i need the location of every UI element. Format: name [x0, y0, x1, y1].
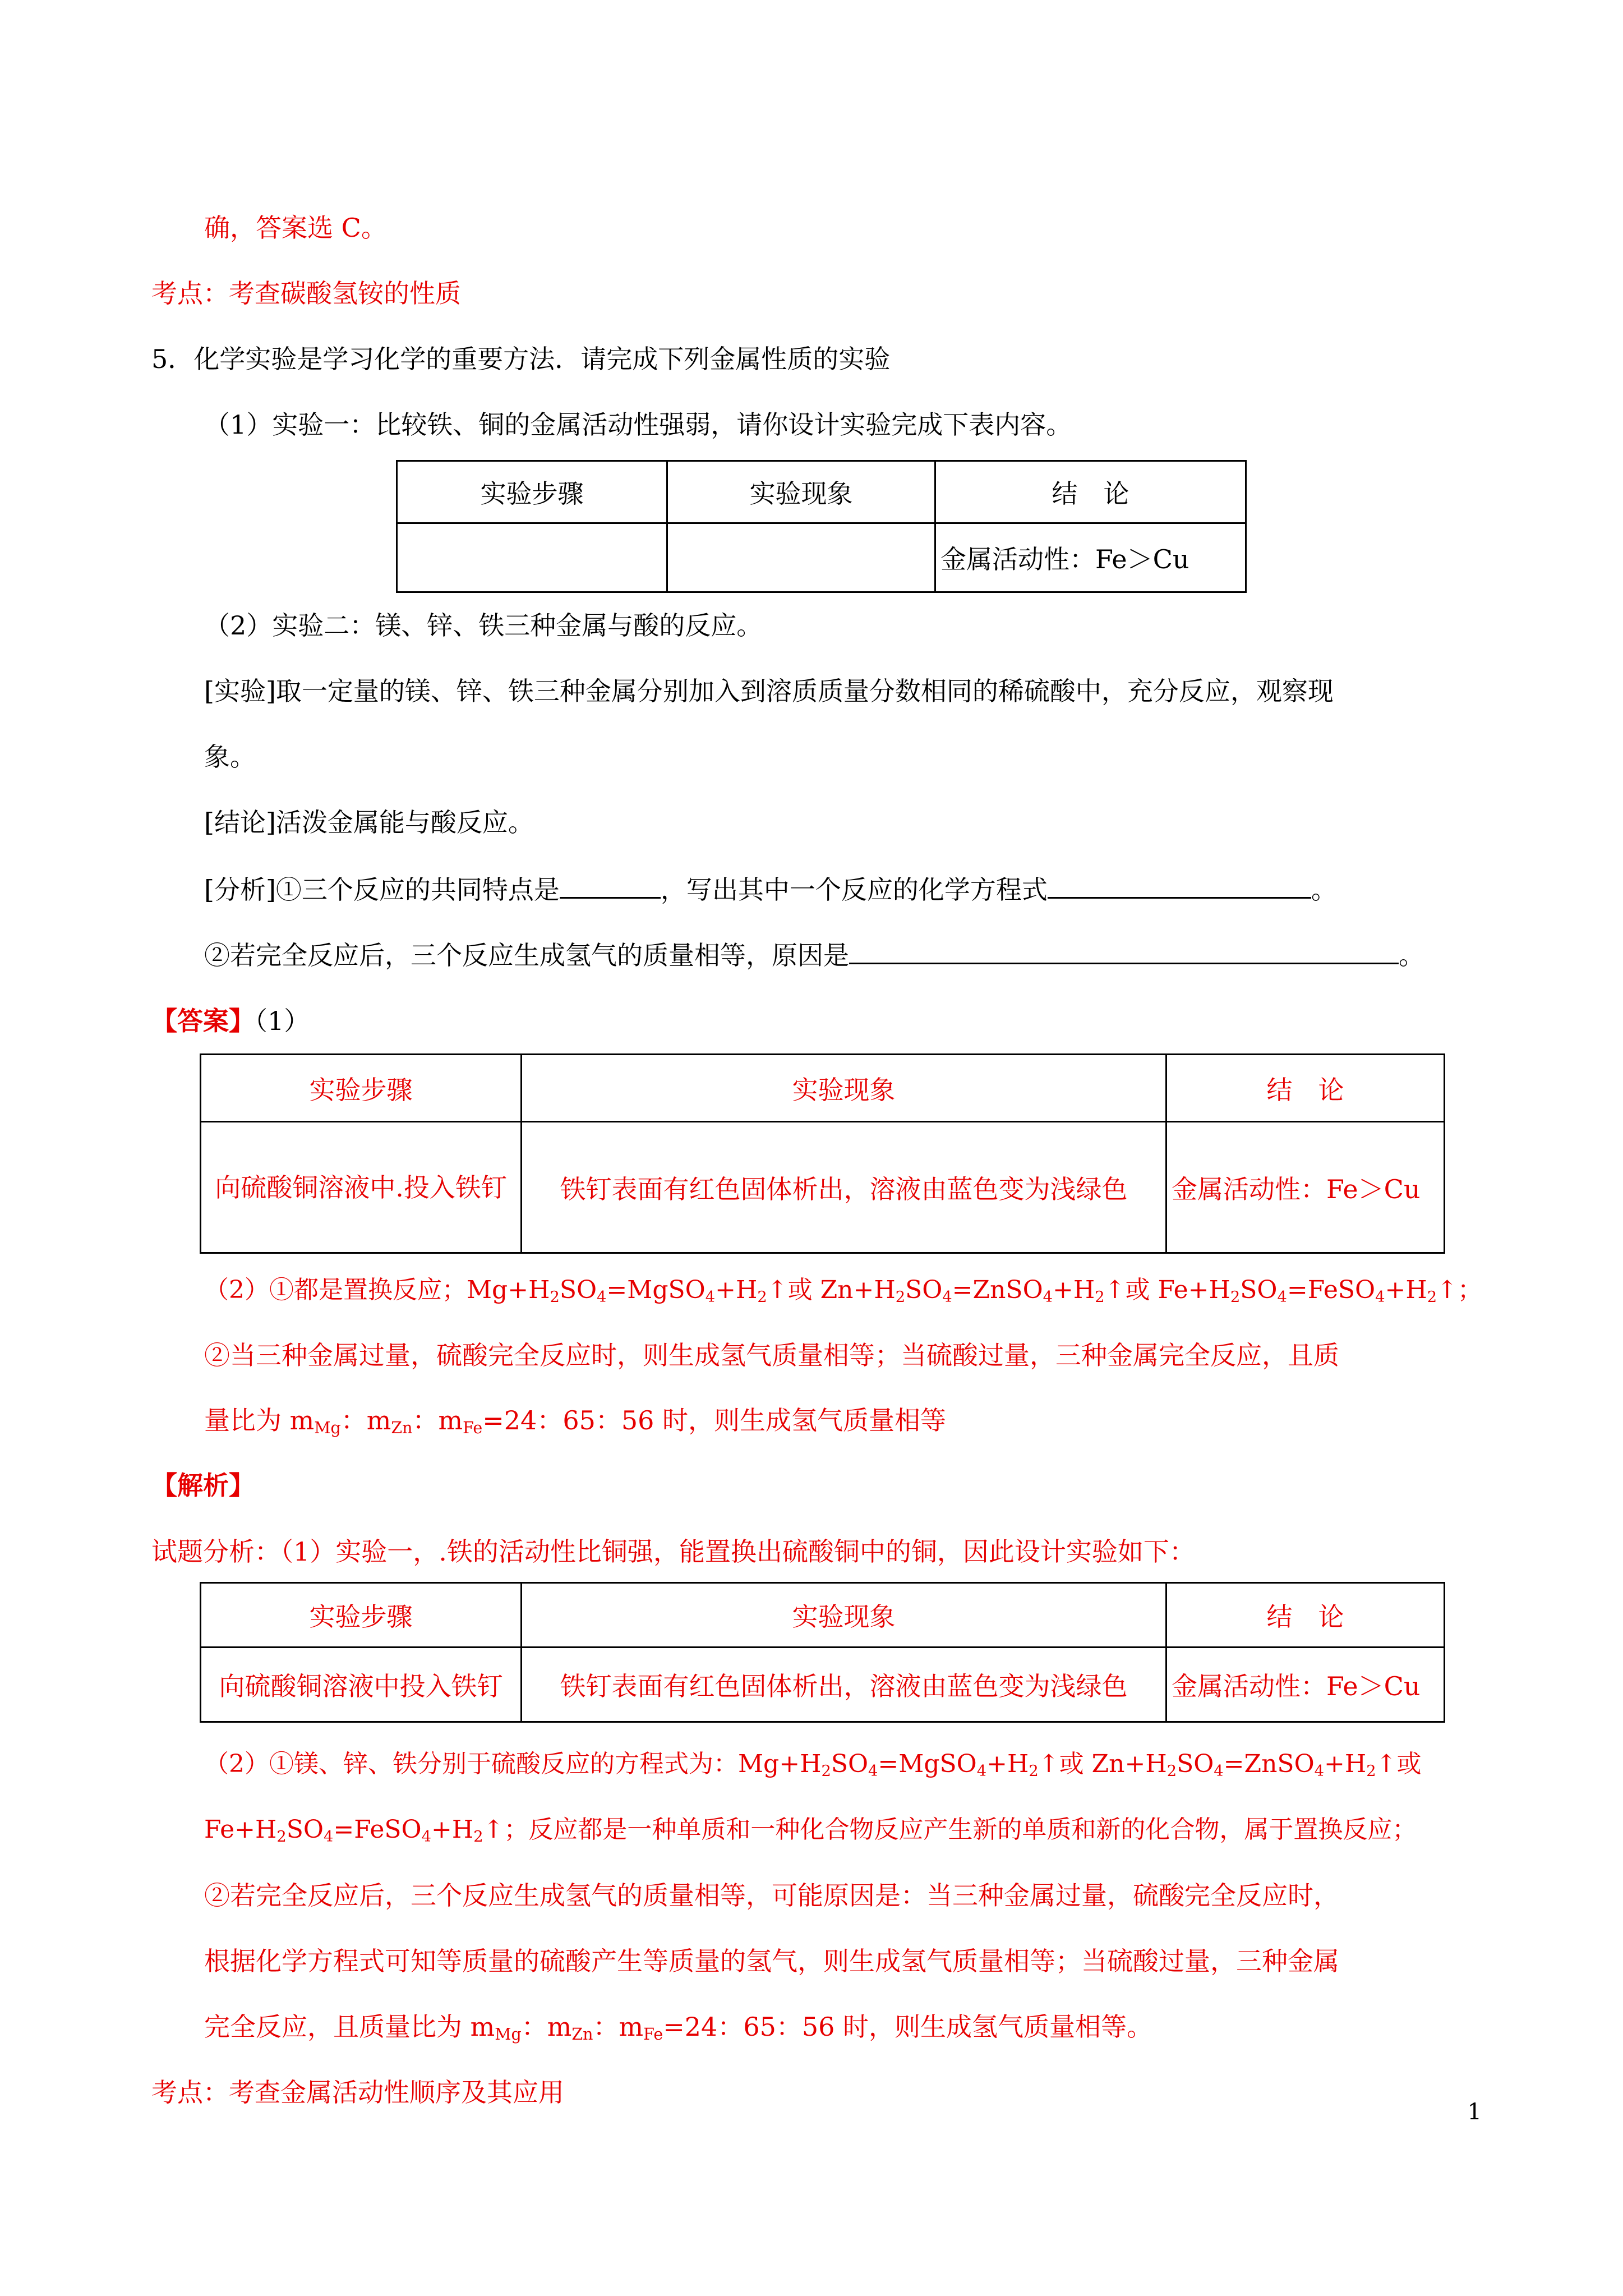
answer-part2-reason-1: ②当三种金属过量，硫酸完全反应时，则生成氢气质量相等；当硫酸过量，三种金属完全反应，且质 — [204, 1340, 1339, 1370]
answer-blank-2[interactable] — [1048, 871, 1311, 899]
q-table-header-phenomenon: 实验现象 — [667, 461, 935, 523]
q5-part2-prompt: （2）实验二：镁、锌、铁三种金属与酸的反应。 — [204, 610, 763, 641]
e-table-cell-conclusion: 金属活动性：Fe＞Cu — [1166, 1648, 1445, 1722]
q5-analysis-1: [分析]①三个反应的共同特点是 ，写出其中一个反应的化学方程式 。 — [204, 871, 1337, 907]
e-table-cell-phenomenon: 铁钉表面有红色固体析出，溶液由蓝色变为浅绿色 — [522, 1648, 1166, 1722]
e-table-header-phenomenon: 实验现象 — [522, 1583, 1166, 1648]
explanation-equations-1: （2）①镁、锌、铁分别于硫酸反应的方程式为：$Mg+H_2SO_4=MgSO_4+H_2↑$或 $Zn+H_2SO_4=ZnSO_4+H_2↑$或 — [204, 1750, 1422, 1780]
page-number: 1 — [1467, 2099, 1482, 2125]
q-table-header-conclusion: 结 论 — [935, 461, 1246, 523]
explanation-reason-3: 完全反应，且质量比为 $m_{Mg}$：$m_{Zn}$：$m_{Fe}=24$：65：56 时，则生成氢气质量相等。 — [204, 2012, 1153, 2044]
a-table-cell-conclusion: 金属活动性：Fe＞Cu — [1166, 1122, 1445, 1253]
e-table-header-step: 实验步骤 — [201, 1583, 522, 1648]
a-table-header-conclusion: 结 论 — [1166, 1055, 1445, 1122]
q-table-cell-step — [397, 523, 667, 592]
q5-experiment-line1: [实验]取一定量的镁、锌、铁三种金属分别加入到溶质质量分数相同的稀硫酸中，充分反应，观察现 — [204, 676, 1334, 706]
kaodian: 考点：考查金属活动性顺序及其应用 — [151, 2077, 564, 2108]
q5-analysis-2: ②若完全反应后，三个反应生成氢气的质量相等，原因是 。 — [204, 937, 1424, 972]
explanation-reason-2: 根据化学方程式可知等质量的硫酸产生等质量的氢气，则生成氢气质量相等；当硫酸过量，三种金属 — [204, 1946, 1339, 1976]
answer-heading: 【答案】（1） — [151, 1006, 310, 1036]
q5-part1-prompt: （1）实验一：比较铁、铜的金属活动性强弱，请你设计实验完成下表内容。 — [204, 409, 1072, 440]
answer-part2-reason-2: 量比为 $m_{Mg}$：$m_{Zn}$：$m_{Fe}=24$：65：56 时，则生成氢气质量相等 — [204, 1405, 947, 1438]
prev-answer-tail: 确，答案选 C。 — [204, 213, 387, 243]
answer-table — [200, 1053, 1445, 1254]
explanation-reason-1: ②若完全反应后，三个反应生成氢气的质量相等，可能原因是：当三种金属过量，硫酸完全反应时， — [204, 1880, 1339, 1911]
q-table-header-step: 实验步骤 — [397, 461, 667, 523]
a-table-cell-step: 向硫酸铜溶液中.投入铁钉 — [201, 1122, 522, 1253]
q5-conclusion: [结论]活泼金属能与酸反应。 — [204, 807, 534, 838]
explanation-table — [200, 1582, 1445, 1723]
q-table-cell-conclusion: 金属活动性：Fe＞Cu — [935, 523, 1246, 592]
prev-kaodian: 考点：考查碳酸氢铵的性质 — [151, 278, 461, 309]
answer-blank-3[interactable] — [849, 937, 1399, 964]
a-table-cell-phenomenon: 铁钉表面有红色固体析出，溶液由蓝色变为浅绿色 — [522, 1122, 1166, 1253]
q-table-cell-phenomenon — [667, 523, 935, 592]
q5-question-table — [396, 460, 1247, 593]
a-table-header-phenomenon: 实验现象 — [522, 1055, 1166, 1122]
explanation-heading: 【解析】 — [151, 1470, 255, 1501]
question-5-stem: 5．化学实验是学习化学的重要方法．请完成下列金属性质的实验 — [151, 344, 891, 374]
e-table-cell-step: 向硫酸铜溶液中投入铁钉 — [201, 1648, 522, 1722]
explanation-intro: 试题分析：（1）实验一，.铁的活动性比铜强，能置换出硫酸铜中的铜，因此设计实验如下： — [151, 1536, 1195, 1567]
answer-part2-equations: （2）①都是置换反应；$Mg+H_2SO_4=MgSO_4+H_2↑$或 $Zn+H_2SO_4=ZnSO_4+H_2↑$或 $Fe+H_2SO_4=FeSO_4+H_2↑$； — [204, 1276, 1482, 1306]
answer-blank-1[interactable] — [560, 871, 661, 899]
q5-experiment-line2: 象。 — [204, 742, 256, 772]
e-table-header-conclusion: 结 论 — [1166, 1583, 1445, 1648]
a-table-header-step: 实验步骤 — [201, 1055, 522, 1122]
explanation-equations-2: $Fe+H_2SO_4=FeSO_4+H_2↑$；反应都是一种单质和一种化合物反应产生新的单质和新的化合物，属于置换反应； — [204, 1815, 1417, 1846]
